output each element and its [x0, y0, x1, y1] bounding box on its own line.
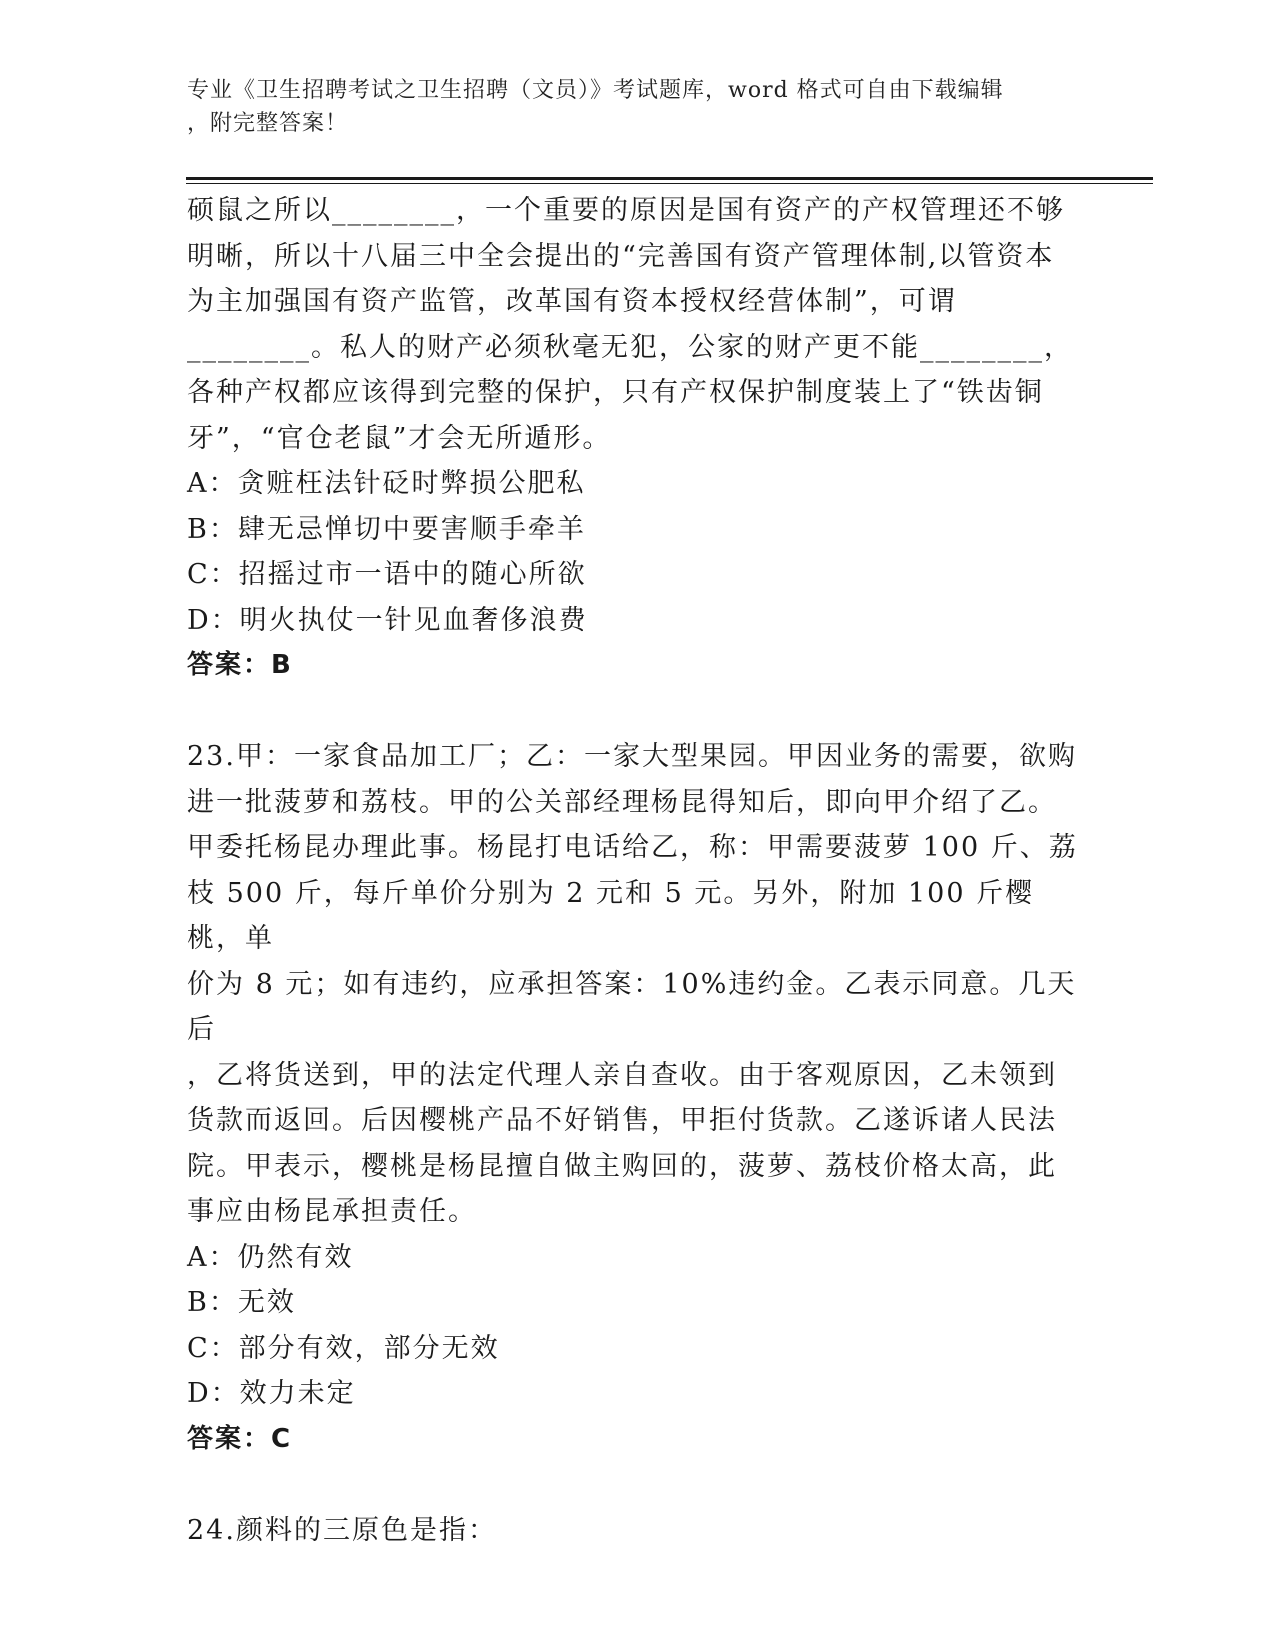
- question-text-line: 货款而返回。后因樱桃产品不好销售，甲拒付货款。乙遂诉诸人民法: [187, 1105, 1057, 1136]
- option-b: B：肆无忌惮切中要害顺手牵羊: [187, 513, 586, 545]
- question-text-line: 为主加强国有资产监管，改革国有资本授权经营体制”，可谓: [187, 286, 957, 317]
- header-line-1: 专业《卫生招聘考试之卫生招聘（文员）》考试题库，word 格式可自由下载编辑: [187, 78, 1004, 103]
- question-text-line: 进一批菠萝和荔枝。甲的公关部经理杨昆得知后，即向甲介绍了乙。: [187, 786, 1057, 818]
- answer-label: 答案：B: [187, 650, 293, 680]
- question-text-line: 牙”，“官仓老鼠”才会无所遁形。: [187, 422, 612, 454]
- question-text-line: 各种产权都应该得到完整的保护，只有产权保护制度装上了“铁齿铜: [187, 377, 1044, 408]
- question-22: [187, 188, 1087, 689]
- option-c: C：部分有效，部分无效: [187, 1332, 500, 1364]
- question-23: [187, 734, 1087, 1462]
- question-text-line: 23.甲：一家食品加工厂；乙：一家大型果园。甲因业务的需要，欲购: [187, 741, 1077, 772]
- header-line-2: ，附完整答案！: [187, 111, 349, 136]
- document-body: [187, 188, 1087, 1553]
- question-text-line: 明晰，所以十八届三中全会提出的“完善国有资产管理体制,以管资本: [187, 240, 1055, 272]
- question-text-line: ，乙将货送到，甲的法定代理人亲自查收。由于客观原因，乙未领到: [187, 1059, 1057, 1091]
- option-b: B：无效: [187, 1287, 296, 1318]
- header-divider-thin: [186, 183, 1153, 184]
- answer-label: 答案：C: [187, 1423, 293, 1454]
- question-text-line: 甲委托杨昆办理此事。杨昆打电话给乙，称：甲需要菠萝 100 斤、荔: [187, 832, 1078, 863]
- question-text-line: 枝 500 斤，每斤单价分别为 2 元和 5 元。另外，附加 100 斤樱桃，单: [187, 877, 1035, 954]
- question-text-line: 事应由杨昆承担责任。: [187, 1196, 477, 1227]
- option-a: A：贪赃枉法针砭时弊损公肥私: [187, 468, 586, 499]
- option-d: D：明火执仗一针见血奢侈浪费: [187, 604, 588, 636]
- question-text-line: 院。甲表示，樱桃是杨昆擅自做主购回的，菠萝、荔枝价格太高，此: [187, 1150, 1057, 1182]
- spacer: [187, 1462, 1087, 1508]
- spacer: [187, 689, 1087, 735]
- question-text-line: 价为 8 元；如有违约，应承担答案：10%违约金。乙表示同意。几天后: [187, 968, 1077, 1045]
- document-header: [187, 74, 1087, 140]
- option-a: A：仍然有效: [187, 1241, 354, 1273]
- question-24: [187, 1508, 1087, 1554]
- option-d: D：效力未定: [187, 1378, 356, 1409]
- question-text-line: 24.颜料的三原色是指：: [187, 1514, 497, 1546]
- question-text-line: 硕鼠之所以________，一个重要的原因是国有资产的产权管理还不够: [187, 195, 1065, 226]
- question-text-line: ________。私人的财产必须秋毫无犯，公家的财产更不能________，: [187, 331, 1073, 363]
- option-c: C：招摇过市一语中的随心所欲: [187, 559, 587, 590]
- header-divider-thick: [186, 177, 1153, 180]
